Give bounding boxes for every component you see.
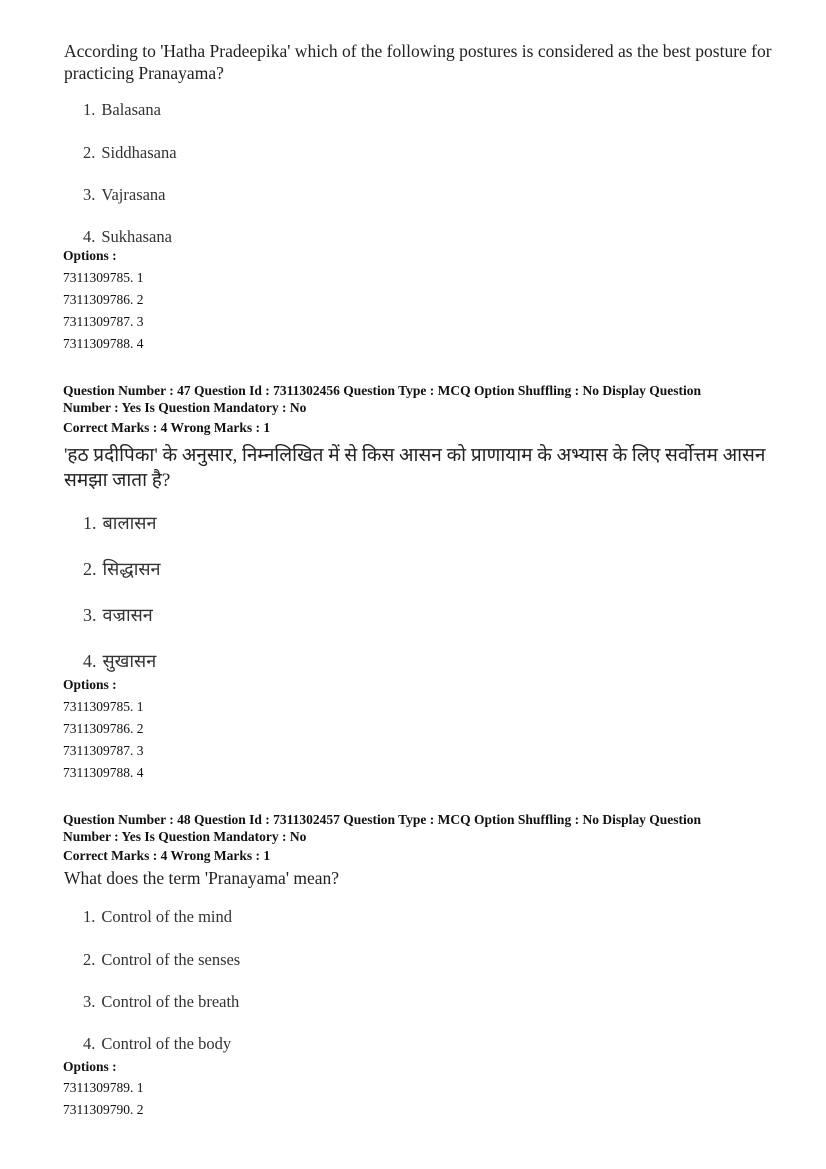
q46-option-id-3: 7311309787. 3 bbox=[63, 314, 144, 329]
q46-option-3: 3. Vajrasana bbox=[83, 185, 166, 204]
q48-meta-line-2: Number : Yes Is Question Mandatory : No bbox=[63, 829, 307, 844]
q47-meta-line-1: Question Number : 47 Question Id : 7311302456 Question Type : MCQ Option Shuffling : No Display Question bbox=[63, 383, 701, 398]
q47-meta bbox=[63, 382, 783, 416]
q48-option-4: 4. Control of the body bbox=[83, 1034, 232, 1053]
q47-option-1: 1. बालासन bbox=[83, 513, 157, 533]
q48-question-text: What does the term 'Pranayama' mean? bbox=[64, 868, 340, 888]
q47-option-3: 3. वज्रासन bbox=[83, 605, 153, 625]
q46-option-id-4: 7311309788. 4 bbox=[63, 336, 144, 351]
q47-option-id-4: 7311309788. 4 bbox=[63, 765, 144, 780]
q48-marks: Correct Marks : 4 Wrong Marks : 1 bbox=[63, 848, 271, 863]
q46-option-1: 1. Balasana bbox=[83, 100, 161, 119]
q47-option-id-3: 7311309787. 3 bbox=[63, 743, 144, 758]
q46-option-2: 2. Siddhasana bbox=[83, 143, 177, 162]
q46-option-4: 4. Sukhasana bbox=[83, 227, 172, 246]
q47-option-id-2: 7311309786. 2 bbox=[63, 721, 144, 736]
q47-question-text: 'हठ प्रदीपिका' के अनुसार, निम्नलिखित में से किस आसन को प्राणायाम के अभ्यास के लिए सर्वोत्तम आसन समझा जाता है? bbox=[64, 445, 766, 491]
q48-meta-line-1: Question Number : 48 Question Id : 7311302457 Question Type : MCQ Option Shuffling : No Display Question bbox=[63, 812, 701, 827]
q47-options-label: Options : bbox=[63, 677, 117, 692]
q47-meta-line-2: Number : Yes Is Question Mandatory : No bbox=[63, 400, 307, 415]
q48-option-id-2: 7311309790. 2 bbox=[63, 1102, 144, 1117]
q48-option-id-1: 7311309789. 1 bbox=[63, 1080, 144, 1095]
q46-option-id-2: 7311309786. 2 bbox=[63, 292, 144, 307]
q47-option-2: 2. सिद्धासन bbox=[83, 559, 161, 579]
q47-option-id-1: 7311309785. 1 bbox=[63, 699, 144, 714]
q46-question-text: According to 'Hatha Pradeepika' which of the following postures is considered as the best posture for practicing Pranayama? bbox=[64, 41, 772, 83]
q48-options-label: Options : bbox=[63, 1059, 117, 1074]
q46-options-label: Options : bbox=[63, 248, 117, 263]
q48-option-3: 3. Control of the breath bbox=[83, 992, 240, 1011]
q48-meta bbox=[63, 811, 783, 845]
q46-option-id-1: 7311309785. 1 bbox=[63, 270, 144, 285]
q48-option-1: 1. Control of the mind bbox=[83, 907, 232, 926]
q47-option-4: 4. सुखासन bbox=[83, 651, 157, 671]
q47-marks: Correct Marks : 4 Wrong Marks : 1 bbox=[63, 420, 271, 435]
q48-option-2: 2. Control of the senses bbox=[83, 950, 241, 969]
